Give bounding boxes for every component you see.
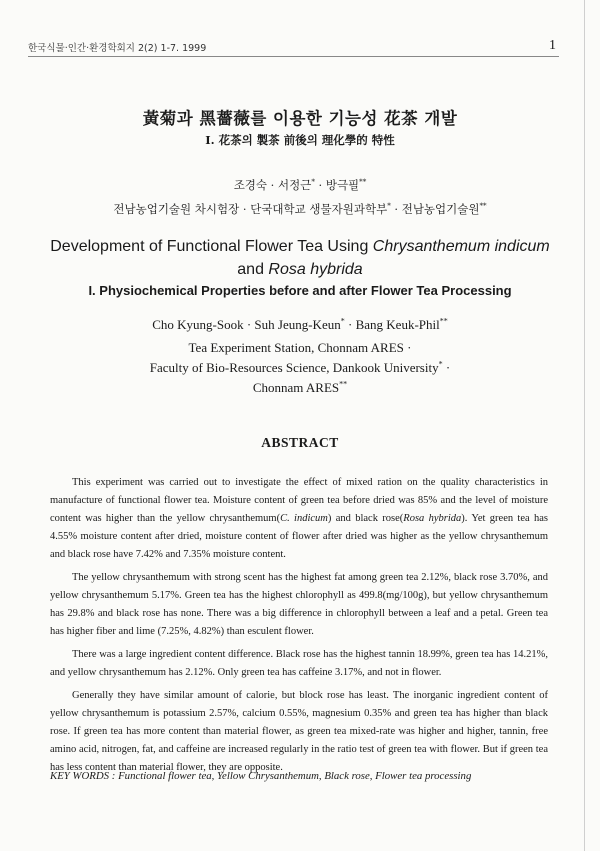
- korean-authors: [0, 177, 600, 193]
- affil-mark: *: [438, 359, 443, 369]
- abstract-paragraph-2: The yellow chrysanthemum with strong scent has the highest fat among green tea 2.12%, black rose 3.70%, and yellow chrysanthemum 5.17%. Green tea has the highest chlorophyll as 499.8(mg/100g), but yellow chrysanthemum has 29.8% and black rose has none. There was a big difference in chlorophyll between a leaf and a petal. Green tea has higher fiber and lime (7.25%, 4.82%) than esculent flower.: [50, 572, 548, 637]
- separator: ·: [267, 178, 278, 192]
- abstract-text: This experiment was carried out to investigate the effect of mixed ration on the quality characteristics in manufacture of functional flower tea. Moisture content of green tea before dried was 85% and the level of moisture content was higher than the yellow chrysanthemum(: [50, 477, 548, 524]
- english-affil-3: [0, 380, 600, 396]
- abstract-text: ) and black rose(: [327, 513, 404, 524]
- separator: ·: [344, 317, 356, 332]
- affil-mark: *: [340, 316, 345, 326]
- english-title-and: and: [237, 261, 269, 278]
- abstract-text: ). Yet green tea has 4.55% moisture content after dried, moisture content of flower after dried was higher as the yellow chrysanthemum and black rose have 7.42% and 7.35% moisture content.: [50, 513, 548, 560]
- affil-mark: *: [311, 177, 315, 187]
- english-subtitle: I. Physiochemical Properties before and after Flower Tea Processing: [88, 283, 512, 298]
- korean-author-1: 조경숙: [233, 178, 268, 192]
- species-name: Rosa hybrida: [403, 513, 462, 524]
- abstract-paragraph-4: Generally they have similar amount of calorie, but block rose has least. The inorganic ingredient content of yellow chrysanthemum is potassium 2.57%, calcium 0.55%, magnesium 0.35% and green tea has higher than black rose. If green tea has more content than material flower, as green tea mixed-rate was higher and higher, tannin, free amino acid, nitrogen, fat, and caffeine are increased regularly in the ratio test of green tea with flower. But if green tea has less content than material flower, they are opposite.: [50, 690, 548, 773]
- abstract-paragraph-3: There was a large ingredient content difference. Black rose has the highest tannin 18.99%, green tea has 14.21%, and yellow chrysanthemum has 2.12%. Only green tea has caffeine 3.17%, and not in flower.: [50, 649, 548, 678]
- affil-mark: **: [339, 379, 348, 389]
- separator: ·: [243, 317, 255, 332]
- separator: ·: [239, 202, 251, 216]
- korean-affiliations: [0, 201, 600, 217]
- english-title-species-2: Rosa hybrida: [268, 261, 363, 278]
- korean-title: 黃菊과 黑薔薇를 이용한 기능성 花茶 개발: [142, 109, 458, 128]
- affil-mark: **: [439, 316, 448, 326]
- abstract-heading: ABSTRACT: [261, 435, 339, 450]
- english-title-line-2: [0, 261, 600, 279]
- running-head: 한국식물·인간·환경학회지 2(2) 1-7. 1999: [28, 43, 207, 54]
- english-title-text: Development of Functional Flower Tea Using: [50, 238, 373, 255]
- header-rule: [28, 56, 559, 57]
- english-title-line-1: [0, 238, 600, 256]
- english-affil-2: [0, 360, 600, 376]
- affil-mark: *: [387, 201, 391, 211]
- korean-subtitle: Ⅰ. 花茶의 製茶 前後의 理化學的 特性: [205, 133, 395, 147]
- korean-affil-3: 전남농업기술원: [401, 202, 480, 216]
- korean-author-3: 방극필: [325, 178, 360, 192]
- english-author-3: Bang Keuk-Phil: [355, 317, 440, 332]
- affil-mark: **: [359, 177, 367, 187]
- english-authors: [0, 317, 600, 333]
- english-affil-3-text: Chonnam ARES: [252, 380, 340, 395]
- korean-affil-2: 단국대학교 생물자원과학부: [250, 202, 388, 216]
- separator: ·: [314, 178, 326, 192]
- affil-mark: **: [479, 201, 487, 211]
- english-author-2: Suh Jeung-Keun: [254, 317, 341, 332]
- korean-author-2: 서정근: [277, 178, 312, 192]
- abstract-paragraph-1: [50, 474, 548, 564]
- abstract-body: [50, 474, 548, 782]
- separator: ·: [390, 202, 402, 216]
- english-title-species-1: Chrysanthemum indicum: [372, 238, 550, 255]
- separator: ·: [442, 360, 451, 375]
- english-affil-1: Tea Experiment Station, Chonnam ARES ·: [188, 340, 412, 355]
- english-author-1: Cho Kyung-Sook: [152, 317, 244, 332]
- species-name: C. indicum: [280, 513, 328, 524]
- english-affil-2-text: Faculty of Bio-Resources Science, Dankook University: [149, 360, 439, 375]
- keywords: KEY WORDS : Functional flower tea, Yellow Chrysanthemum, Black rose, Flower tea processing: [50, 770, 472, 782]
- page-number: 1: [549, 38, 556, 53]
- korean-affil-1: 전남농업기술원 차시험장: [113, 202, 240, 216]
